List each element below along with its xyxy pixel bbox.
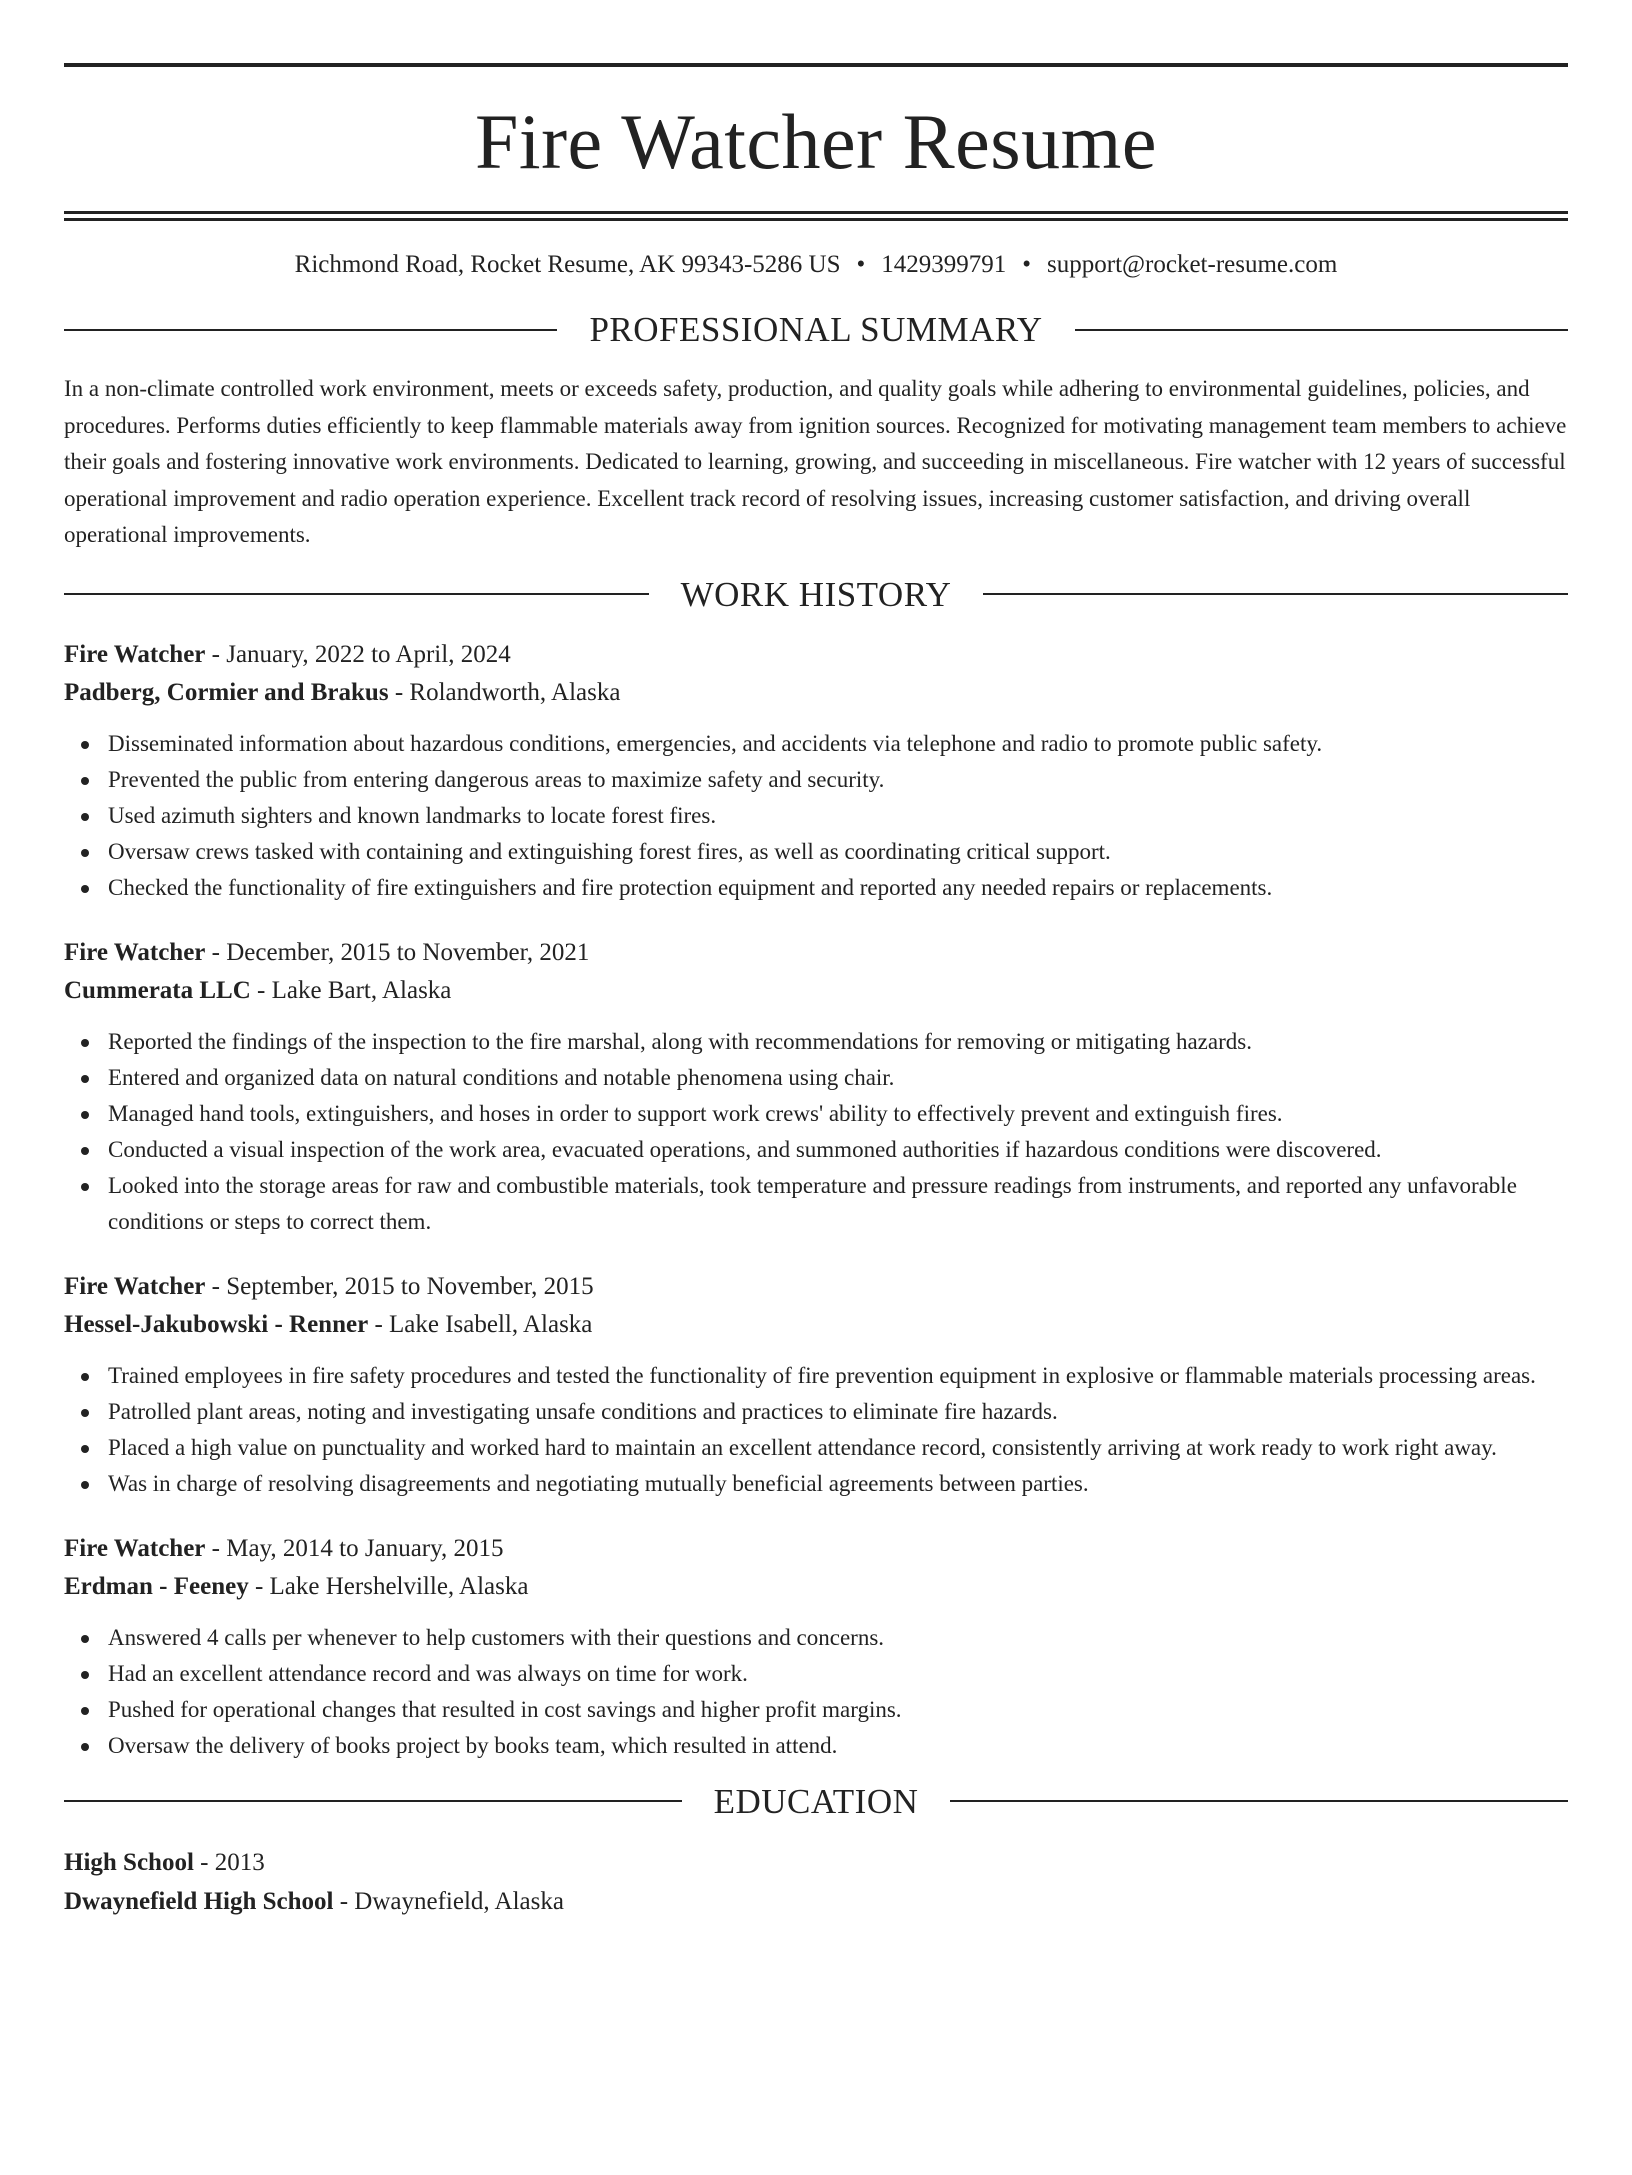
job-title-line <box>64 1268 1568 1306</box>
education-degree: High School <box>64 1848 194 1876</box>
title-double-divider <box>64 211 1568 221</box>
education-location: - Dwaynefield, Alaska <box>333 1887 564 1915</box>
heading-rule-right <box>950 1800 1568 1802</box>
job-location: - Lake Isabell, Alaska <box>368 1310 593 1338</box>
contact-separator: • <box>856 251 866 278</box>
top-divider <box>64 63 1568 67</box>
section-title: WORK HISTORY <box>680 574 952 614</box>
job-bullet-list <box>64 1620 1568 1764</box>
job-title: Fire Watcher <box>64 640 206 668</box>
job-company-line <box>64 1306 1568 1344</box>
education-degree-line <box>64 1843 1568 1882</box>
job-bullet: Oversaw crews tasked with containing and extinguishing forest fires, as well as coordinating critical support. <box>108 834 1568 870</box>
job-bullet: Placed a high value on punctuality and worked hard to maintain an excellent attendance record, consistently arriving at work ready to work right away. <box>108 1430 1568 1466</box>
section-title: PROFESSIONAL SUMMARY <box>589 310 1043 349</box>
heading-rule-left <box>64 329 557 331</box>
heading-rule-right <box>983 593 1568 595</box>
job-bullet: Oversaw the delivery of books project by books team, which resulted in attend. <box>108 1728 1568 1764</box>
job-bullet: Prevented the public from entering dangerous areas to maximize safety and security. <box>108 762 1568 798</box>
job-bullet: Answered 4 calls per whenever to help customers with their questions and concerns. <box>108 1620 1568 1656</box>
job-entry <box>64 1530 1568 1764</box>
contact-line <box>64 250 1568 280</box>
job-company: Hessel-Jakubowski - Renner <box>64 1310 369 1338</box>
section-title: EDUCATION <box>713 1781 919 1821</box>
job-entry <box>64 1268 1568 1502</box>
job-title-line <box>64 934 1568 972</box>
job-bullet: Looked into the storage areas for raw and combustible materials, took temperature and pressure readings from instruments, and reported any unfavorable conditions or steps to correct them. <box>108 1168 1568 1240</box>
job-bullet: Was in charge of resolving disagreements and negotiating mutually beneficial agreements between parties. <box>108 1466 1568 1502</box>
job-title: Fire Watcher <box>64 938 206 966</box>
job-entry <box>64 636 1568 906</box>
job-dates: - January, 2022 to April, 2024 <box>205 640 511 668</box>
job-location: - Rolandworth, Alaska <box>388 678 621 706</box>
job-bullet: Reported the findings of the inspection to the fire marshal, along with recommendations for removing or mitigating hazards. <box>108 1024 1568 1060</box>
job-bullet: Managed hand tools, extinguishers, and hoses in order to support work crews' ability to effectively prevent and extinguish fires. <box>108 1096 1568 1132</box>
job-bullet: Entered and organized data on natural conditions and notable phenomena using chair. <box>108 1060 1568 1096</box>
job-location: - Lake Hershelville, Alaska <box>248 1572 529 1600</box>
education-entry <box>64 1843 1568 1921</box>
job-bullet: Used azimuth sighters and known landmarks to locate forest fires. <box>108 798 1568 834</box>
job-title: Fire Watcher <box>64 1534 206 1562</box>
section-heading-education <box>64 1781 1568 1821</box>
professional-summary-text: In a non-climate controlled work environment, meets or exceeds safety, production, and quality goals while adhering to environmental guidelines, policies, and procedures. Performs duties efficiently to keep flammable materials away from ignition sources. Recognized for motivating management team members to achieve their goals and fostering innovative work environments. Dedicated to learning, growing, and succeeding in miscellaneous. Fire watcher with 12 years of successful operational improvement and radio operation experience. Excellent track record of resolving issues, increasing customer satisfaction, and driving overall operational improvements. <box>64 376 1567 547</box>
job-bullet: Trained employees in fire safety procedures and tested the functionality of fire prevention equipment in explosive or flammable materials processing areas. <box>108 1358 1568 1394</box>
section-heading-work <box>64 574 1568 614</box>
heading-rule-right <box>1075 329 1568 331</box>
contact-phone: 1429399791 <box>881 251 1007 278</box>
heading-rule-left <box>64 593 649 595</box>
job-bullet: Patrolled plant areas, noting and investigating unsafe conditions and practices to eliminate fire hazards. <box>108 1394 1568 1430</box>
job-dates: - September, 2015 to November, 2015 <box>205 1272 594 1300</box>
job-bullet-list <box>64 726 1568 906</box>
job-entry <box>64 934 1568 1240</box>
job-company-line <box>64 972 1568 1010</box>
job-title: Fire Watcher <box>64 1272 206 1300</box>
education-year: - 2013 <box>193 1848 265 1876</box>
job-company: Cummerata LLC <box>64 976 251 1004</box>
job-title-line <box>64 636 1568 674</box>
job-company: Padberg, Cormier and Brakus <box>64 678 389 706</box>
resume-page <box>0 63 1632 2175</box>
education-school-line <box>64 1882 1568 1921</box>
job-dates: - December, 2015 to November, 2021 <box>205 938 590 966</box>
job-location: - Lake Bart, Alaska <box>250 976 452 1004</box>
job-bullet-list <box>64 1358 1568 1502</box>
job-bullet-list <box>64 1024 1568 1240</box>
job-company: Erdman - Feeney <box>64 1572 249 1600</box>
contact-email: support@rocket-resume.com <box>1047 251 1338 278</box>
job-bullet: Had an excellent attendance record and was always on time for work. <box>108 1656 1568 1692</box>
resume-title: Fire Watcher Resume <box>475 98 1157 185</box>
job-bullet: Conducted a visual inspection of the work area, evacuated operations, and summoned authorities if hazardous conditions were discovered. <box>108 1132 1568 1168</box>
job-company-line <box>64 1568 1568 1606</box>
education-school: Dwaynefield High School <box>64 1887 334 1915</box>
job-bullet: Disseminated information about hazardous conditions, emergencies, and accidents via telephone and radio to promote public safety. <box>108 726 1568 762</box>
section-heading-summary <box>64 312 1568 347</box>
job-company-line <box>64 674 1568 712</box>
job-dates: - May, 2014 to January, 2015 <box>205 1534 504 1562</box>
contact-address: Richmond Road, Rocket Resume, AK 99343-5286 US <box>294 251 841 278</box>
heading-rule-left <box>64 1800 682 1802</box>
job-bullet: Pushed for operational changes that resulted in cost savings and higher profit margins. <box>108 1692 1568 1728</box>
job-title-line <box>64 1530 1568 1568</box>
job-bullet: Checked the functionality of fire extinguishers and fire protection equipment and reported any needed repairs or replacements. <box>108 870 1568 906</box>
contact-separator: • <box>1022 251 1032 278</box>
